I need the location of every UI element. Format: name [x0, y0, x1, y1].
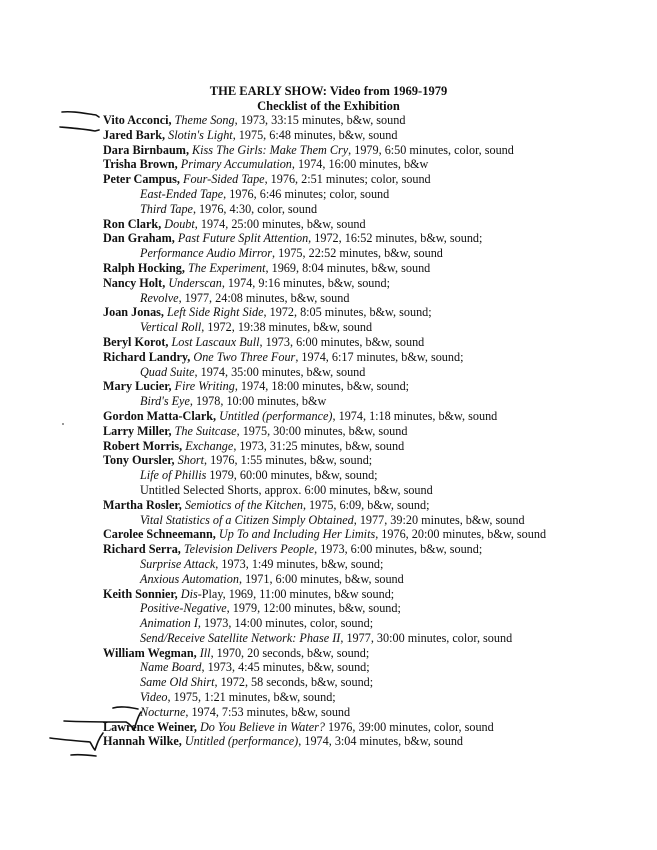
- work-details: , 1977, 39:20 minutes, b&w, sound: [353, 512, 525, 527]
- artist-name: Keith Sonnier,: [103, 586, 178, 601]
- checklist-line: [103, 409, 563, 424]
- work-details: 1979, 60:00 minutes, b&w, sound;: [206, 468, 378, 483]
- artist-name: Dara Birnbaum,: [103, 142, 189, 157]
- artist-name: Trisha Brown,: [103, 157, 178, 172]
- checklist-line: [103, 453, 563, 468]
- work-title: Ill: [199, 645, 211, 660]
- work-details: , 1977, 30:00 minutes, color, sound: [340, 630, 513, 645]
- work-details: , 1973, 4:45 minutes, b&w, sound;: [201, 660, 370, 675]
- work-title: Bird's Eye: [140, 394, 190, 409]
- work-title: Name Board: [140, 660, 202, 675]
- checklist-line: [103, 335, 563, 350]
- work-title: Untitled (performance): [184, 734, 299, 749]
- checklist-line: [103, 498, 563, 513]
- work-title: Past Future Split Attention: [177, 231, 309, 246]
- artist-name: Jared Bark,: [103, 127, 166, 142]
- document-subtitle: Checklist of the Exhibition: [257, 99, 400, 113]
- work-details: , 1974, 1:18 minutes, b&w, sound: [332, 408, 498, 423]
- work-details: , 1978, 10:00 minutes, b&w: [189, 394, 327, 409]
- work-title: Vertical Roll: [140, 320, 202, 335]
- checklist-line: [103, 320, 563, 335]
- work-title: Left Side Right Side: [167, 305, 264, 320]
- checklist-line: [103, 128, 563, 143]
- work-title: Same Old Shirt: [140, 675, 215, 690]
- checklist-line: [103, 601, 563, 616]
- work-details: , 1977, 24:08 minutes, b&w, sound: [178, 290, 350, 305]
- work-details: , 1974, 25:00 minutes, b&w, sound: [194, 216, 366, 231]
- scan-speck: [62, 423, 64, 425]
- check-mark-weiner: [50, 733, 103, 750]
- work-title: Vital Statistics of a Citizen Simply Obtained: [140, 512, 354, 527]
- artist-name: Ron Clark,: [103, 216, 162, 231]
- work-details: , 1979, 12:00 minutes, b&w, sound;: [226, 601, 401, 616]
- checklist-line: [103, 675, 563, 690]
- checklist-line: [103, 468, 563, 483]
- work-title: Animation I: [140, 616, 198, 631]
- work-title: Fire Writing: [174, 379, 235, 394]
- artist-name: Hannah Wilke,: [103, 734, 182, 749]
- checklist-line: [103, 291, 563, 306]
- work-details: , 1970, 20 seconds, b&w, sound;: [210, 645, 370, 660]
- checklist-line: [103, 157, 563, 172]
- checklist-line: [103, 616, 563, 631]
- work-title: Doubt: [164, 216, 195, 231]
- work-title: Nocturne: [140, 704, 186, 719]
- work-details: , 1976, 2:51 minutes; color, sound: [264, 172, 431, 187]
- checklist-line: [103, 572, 563, 587]
- work-details: , 1973, 31:25 minutes, b&w, sound: [233, 438, 405, 453]
- work-details: , 1976, 1:55 minutes, b&w, sound;: [204, 453, 373, 468]
- checklist-line: [103, 734, 563, 749]
- checklist-line: [103, 690, 563, 705]
- work-title: Television Delivers People: [183, 542, 315, 557]
- work-title: Up To and Including Her Limits: [218, 527, 376, 542]
- artist-name: Martha Rosler,: [103, 497, 182, 512]
- work-details: , 1972, 58 seconds, b&w, sound;: [214, 675, 374, 690]
- artist-name: Gordon Matta-Clark,: [103, 408, 217, 423]
- work-details: , 1976, 4:30, color, sound: [192, 201, 318, 216]
- checklist-line: [103, 187, 563, 202]
- checklist-line: [103, 439, 563, 454]
- checklist-line: [103, 483, 563, 498]
- checklist-line: [103, 557, 563, 572]
- artist-name: Vito Acconci,: [103, 113, 172, 127]
- work-title: Semiotics of the Kitchen: [184, 497, 303, 512]
- work-title: Life of Phillis: [140, 468, 207, 483]
- checklist-line: [103, 646, 563, 661]
- work-title: Primary Accumulation: [180, 157, 292, 172]
- checklist-line: [103, 705, 563, 720]
- work-title: Anxious Automation: [140, 571, 239, 586]
- artist-name: Carolee Schneemann,: [103, 527, 216, 542]
- work-title: Exchange: [185, 438, 234, 453]
- checklist-line: [103, 394, 563, 409]
- check-mark-bark: [60, 127, 99, 131]
- work-title: East-Ended Tape: [140, 186, 224, 201]
- artist-name: Larry Miller,: [103, 423, 172, 438]
- checklist-line: [103, 202, 563, 217]
- work-details: 1976, 39:00 minutes, color, sound: [324, 719, 494, 734]
- artist-name: Tony Oursler,: [103, 453, 175, 468]
- checklist-line: [103, 542, 563, 557]
- work-details: , 1969, 8:04 minutes, b&w, sound: [265, 260, 431, 275]
- work-details: , 1973, 33:15 minutes, b&w, sound: [234, 113, 406, 127]
- work-title: Third Tape: [140, 201, 193, 216]
- work-details: , 1976, 20:00 minutes, b&w, sound: [375, 527, 547, 542]
- work-title: Four-Sided Tape: [183, 172, 265, 187]
- checklist-line: [103, 113, 563, 128]
- work-details: , 1973, 6:00 minutes, b&w, sound;: [314, 542, 483, 557]
- checklist-line: [103, 660, 563, 675]
- checklist-line: [103, 217, 563, 232]
- artist-name: Nancy Holt,: [103, 275, 166, 290]
- checklist-line: [103, 513, 563, 528]
- work-details: , 1975, 6:09, b&w, sound;: [302, 497, 430, 512]
- work-details: , 1979, 6:50 minutes, color, sound: [348, 142, 514, 157]
- work-details: , 1975, 6:48 minutes, b&w, sound: [232, 127, 398, 142]
- artist-name: Peter Campus,: [103, 172, 180, 187]
- checklist-line: [103, 261, 563, 276]
- work-details: , 1972, 16:52 minutes, b&w, sound;: [308, 231, 483, 246]
- artist-name: Robert Morris,: [103, 438, 183, 453]
- work-title: Lost Lascaux Bull: [171, 334, 260, 349]
- check-mark-wilke: [71, 755, 96, 756]
- work-details: , 1974, 9:16 minutes, b&w, sound;: [221, 275, 390, 290]
- artist-name: Richard Serra,: [103, 542, 181, 557]
- work-details: , 1974, 3:04 minutes, b&w, sound: [298, 734, 464, 749]
- work-details: , 1974, 6:17 minutes, b&w, sound;: [295, 349, 464, 364]
- work-title: Surprise Attack: [140, 556, 216, 571]
- work-title: Theme Song: [174, 113, 235, 127]
- work-details: , 1971, 6:00 minutes, b&w, sound: [238, 571, 404, 586]
- checklist-line: [103, 587, 563, 602]
- work-title: Performance Audio Mirror: [140, 246, 273, 261]
- artist-name: Lawrence Weiner,: [103, 719, 197, 734]
- work-title: Positive-Negative: [140, 601, 227, 616]
- work-title: The Suitcase: [174, 423, 237, 438]
- work-title: Quad Suite: [140, 364, 195, 379]
- checklist-line: [103, 231, 563, 246]
- work-title: Short: [177, 453, 205, 468]
- artist-name: Ralph Hocking,: [103, 260, 185, 275]
- checklist-line: [103, 365, 563, 380]
- artist-name: Richard Landry,: [103, 349, 191, 364]
- artist-name: Mary Lucier,: [103, 379, 172, 394]
- work-details: , 1975, 1:21 minutes, b&w, sound;: [167, 690, 336, 705]
- work-details: Untitled Selected Shorts, approx. 6:00 minutes, b&w, sound: [140, 482, 433, 497]
- checklist-line: [103, 143, 563, 158]
- work-details: , 1974, 35:00 minutes, b&w, sound: [194, 364, 366, 379]
- checklist-line: [103, 527, 563, 542]
- work-details: , 1975, 30:00 minutes, b&w, sound: [236, 423, 408, 438]
- checklist-line: [103, 246, 563, 261]
- document-title: THE EARLY SHOW: Video from 1969-1979: [209, 84, 448, 98]
- artist-name: William Wegman,: [103, 645, 197, 660]
- checklist-line: [103, 350, 563, 365]
- work-details: , 1976, 6:46 minutes; color, sound: [223, 186, 390, 201]
- checklist-line: [103, 424, 563, 439]
- checklist-line: [103, 720, 563, 735]
- artist-name: Beryl Korot,: [103, 334, 169, 349]
- work-title: Revolve: [140, 290, 179, 305]
- work-title: One Two Three Four: [193, 349, 296, 364]
- artist-name: Joan Jonas,: [103, 305, 164, 320]
- work-details: , 1974, 7:53 minutes, b&w, sound: [185, 704, 351, 719]
- work-details: Play, 1969, 11:00 minutes, b&w sound;: [201, 586, 395, 601]
- work-details: , 1974, 18:00 minutes, b&w, sound;: [234, 379, 410, 394]
- work-title: Underscan: [168, 275, 222, 290]
- work-details: , 1973, 14:00 minutes, color, sound;: [197, 616, 374, 631]
- checklist-line: [103, 305, 563, 320]
- work-details: , 1975, 22:52 minutes, b&w, sound: [272, 246, 443, 261]
- work-title: Untitled (performance): [219, 408, 333, 423]
- work-details: , 1972, 19:38 minutes, b&w, sound: [201, 320, 373, 335]
- work-title: Slotin's Light: [168, 127, 233, 142]
- work-title: Send/Receive Satellite Network: Phase II: [140, 630, 341, 645]
- work-title: Do You Believe in Water?: [199, 719, 325, 734]
- checklist-line: [103, 631, 563, 646]
- work-title: Kiss The Girls: Make Them Cry: [192, 142, 349, 157]
- work-details: , 1973, 1:49 minutes, b&w, sound;: [215, 556, 384, 571]
- checklist: [103, 113, 563, 749]
- work-title: The Experiment: [188, 260, 266, 275]
- checklist-line: [103, 379, 563, 394]
- work-details: , 1973, 6:00 minutes, b&w, sound: [259, 334, 425, 349]
- artist-name: Dan Graham,: [103, 231, 175, 246]
- work-title: Dis-: [180, 586, 202, 601]
- checklist-line: [103, 172, 563, 187]
- work-title: Video: [140, 690, 168, 705]
- checklist-line: [103, 276, 563, 291]
- work-details: , 1972, 8:05 minutes, b&w, sound;: [263, 305, 432, 320]
- work-details: , 1974, 16:00 minutes, b&w: [291, 157, 429, 172]
